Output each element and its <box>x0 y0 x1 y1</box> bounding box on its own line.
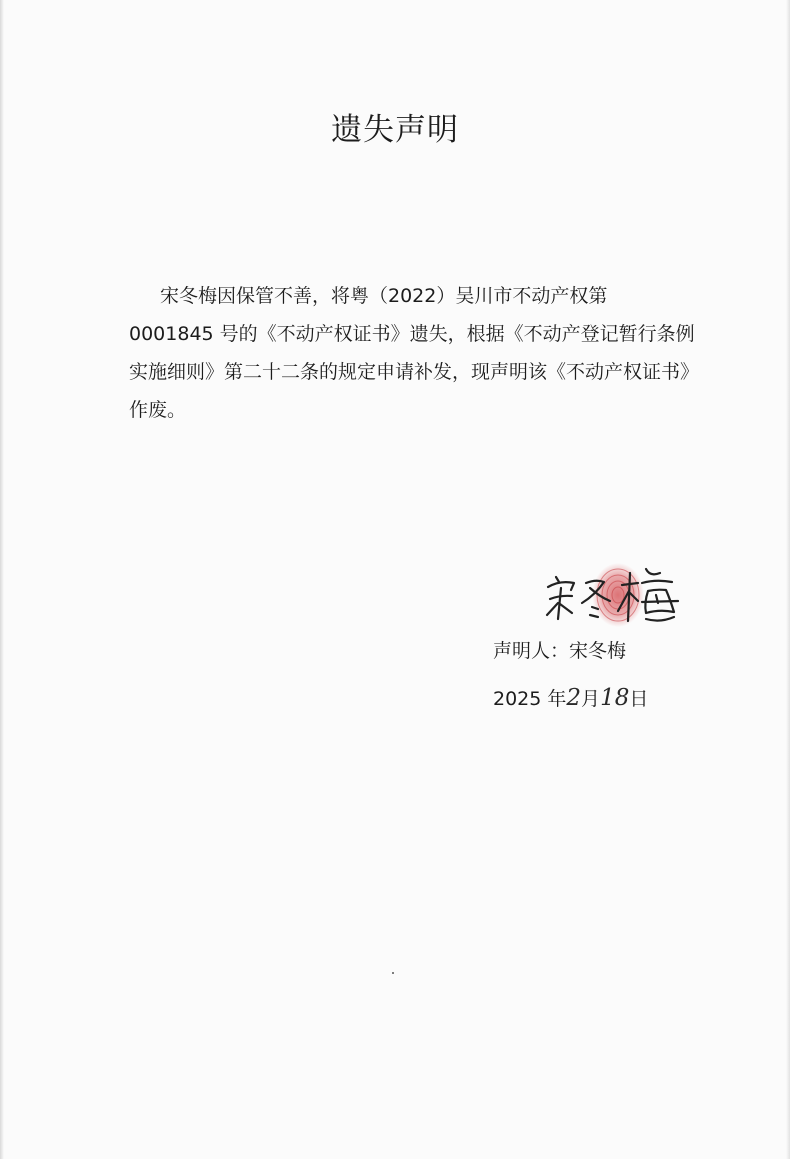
statement-line-3: 实施细则》第二十二条的规定申请补发，现声明该《不动产权证书》 <box>129 361 700 383</box>
date-month-handwritten: 2 <box>566 685 582 711</box>
declarant-line <box>493 637 626 665</box>
statement-line-2: 0001845 号的《不动产权证书》遗失，根据《不动产登记暂行条例 <box>129 323 695 345</box>
scan-edge-right <box>786 0 790 1159</box>
statement-line-4: 作废。 <box>129 399 187 421</box>
declarant-name: 宋冬梅 <box>569 640 627 662</box>
statement-line-1: 宋冬梅因保管不善，将粤（2022）吴川市不动产权第 <box>160 285 608 307</box>
date-year: 2025 年 <box>493 688 567 710</box>
declarant-label: 声明人： <box>493 640 570 662</box>
scan-speck <box>392 972 394 974</box>
date-day-label: 日 <box>629 688 649 710</box>
date-day-handwritten: 18 <box>600 685 630 711</box>
statement-body <box>129 277 699 429</box>
date-line <box>493 684 648 713</box>
signature-with-fingerprint <box>538 555 688 635</box>
date-month-label: 月 <box>581 688 601 710</box>
scan-edge-left <box>0 0 4 1159</box>
page-title: 遗失声明 <box>331 112 459 148</box>
